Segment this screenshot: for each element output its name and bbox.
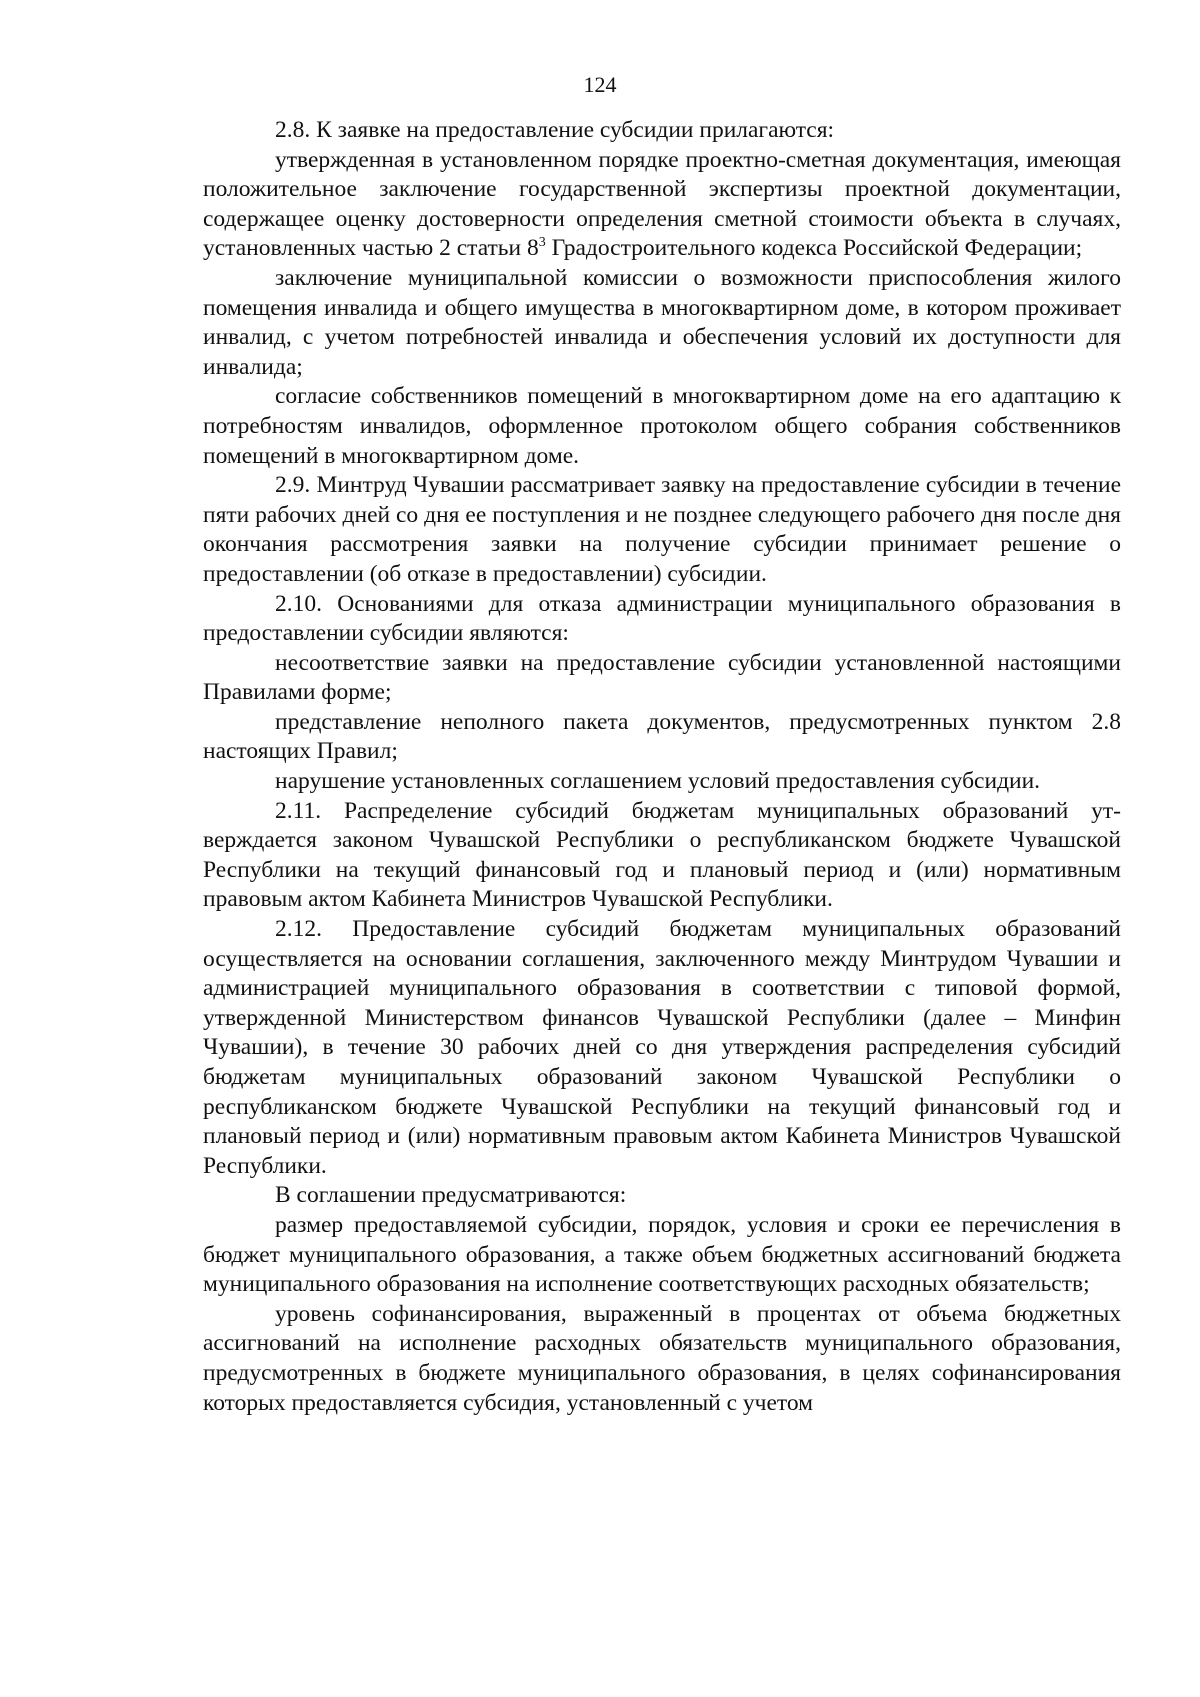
- paragraph: В соглашении предусматриваются:: [275, 1182, 627, 1209]
- paragraph: представление неполного пакета документов, предусмотренных пунктом 2.8 настоящих Правил;: [203, 708, 1121, 765]
- paragraph: 2.12. Предоставление субсидий бюджетам муниципальных образований осуществляется на основании соглашения, заключенного между Минтрудом Чувашии и администрацией муниципального образования в соответствии с типовой формой, утвержденной Министерством финансов Чувашской Республики (далее – Минфин Чувашии), в течение 30 рабочих дней со дня утверждения распределения субсидий бюджетам муниципальных образований законом Чувашской Республики о республиканском бюджете Чувашской Республики на текущий финансовый год и плановый период и (или) нормативным правовым актом Кабинета Министров Чувашской Республики.: [203, 916, 1121, 1179]
- paragraph: утвержденная в установленном порядке проектно-сметная документация, имеющая положительное заключение государственной экспертизы проектной документации, содержащее оценку достоверности определения сметной стоимости объекта в случаях, установленных частью 2 статьи $8^3$ Градостроительного кодекса Российской Федерации;: [203, 146, 1121, 262]
- paragraph: согласие собственников помещений в многоквартирном доме на его адаптацию к потребностям инвалидов, оформленное протоколом общего собрания собственников помещений в многоквартирном доме.: [203, 383, 1121, 469]
- paragraph: уровень софинансирования, выраженный в процентах от объема бюджетных ассигнований на исполнение расходных обязательств муниципального образования, предусмотренных в бюджете муниципального образования, в целях софинансирования которых предоставляется субсидия, установленный с учетом: [203, 1300, 1121, 1416]
- paragraph: несоответствие заявки на предоставление субсидии установленной настоящими Правилами форме;: [203, 649, 1121, 706]
- paragraph: 2.10. Основаниями для отказа администрации муниципального образования в предоставлении субсидии являются:: [203, 590, 1121, 647]
- paragraph: 2.11. Распределение субсидий бюджетам муниципальных образований утверждается законом Чувашской Республики о республиканском бюджете Чувашской Республики на текущий финансовый год и плановый период и (или) нормативным правовым актом Кабинета Министров Чувашской Республики.: [203, 797, 1121, 913]
- paragraph: нарушение установленных соглашением условий предоставления субсидии.: [275, 768, 1041, 795]
- document-body: [203, 116, 1121, 1418]
- page-number: 124: [583, 72, 617, 97]
- paragraph: заключение муниципальной комиссии о возможности приспособления жилого помещения инвалида и общего имущества в многоквартирном доме, в котором проживает инвалид, с учетом потребностей инвалида и обеспечения условий их доступности для инвалида;: [203, 264, 1121, 380]
- paragraph: 2.8. К заявке на предоставление субсидии прилагаются:: [275, 117, 835, 143]
- paragraph: размер предоставляемой субсидии, порядок, условия и сроки ее перечисления в бюджет муниципального образования, а также объем бюджетных ассигнований бюджета муниципального образования на исполнение соответствующих расходных обязательств;: [203, 1211, 1121, 1298]
- paragraph: 2.9. Минтруд Чувашии рассматривает заявку на предоставление субсидии в течение пяти рабочих дней со дня ее поступления и не позднее следующего рабочего дня после дня окончания рассмотрения заявки на получение субсидии принимает решение о предоставлении (об отказе в предоставлении) субсидии.: [203, 472, 1121, 587]
- superscript: 3: [538, 235, 546, 251]
